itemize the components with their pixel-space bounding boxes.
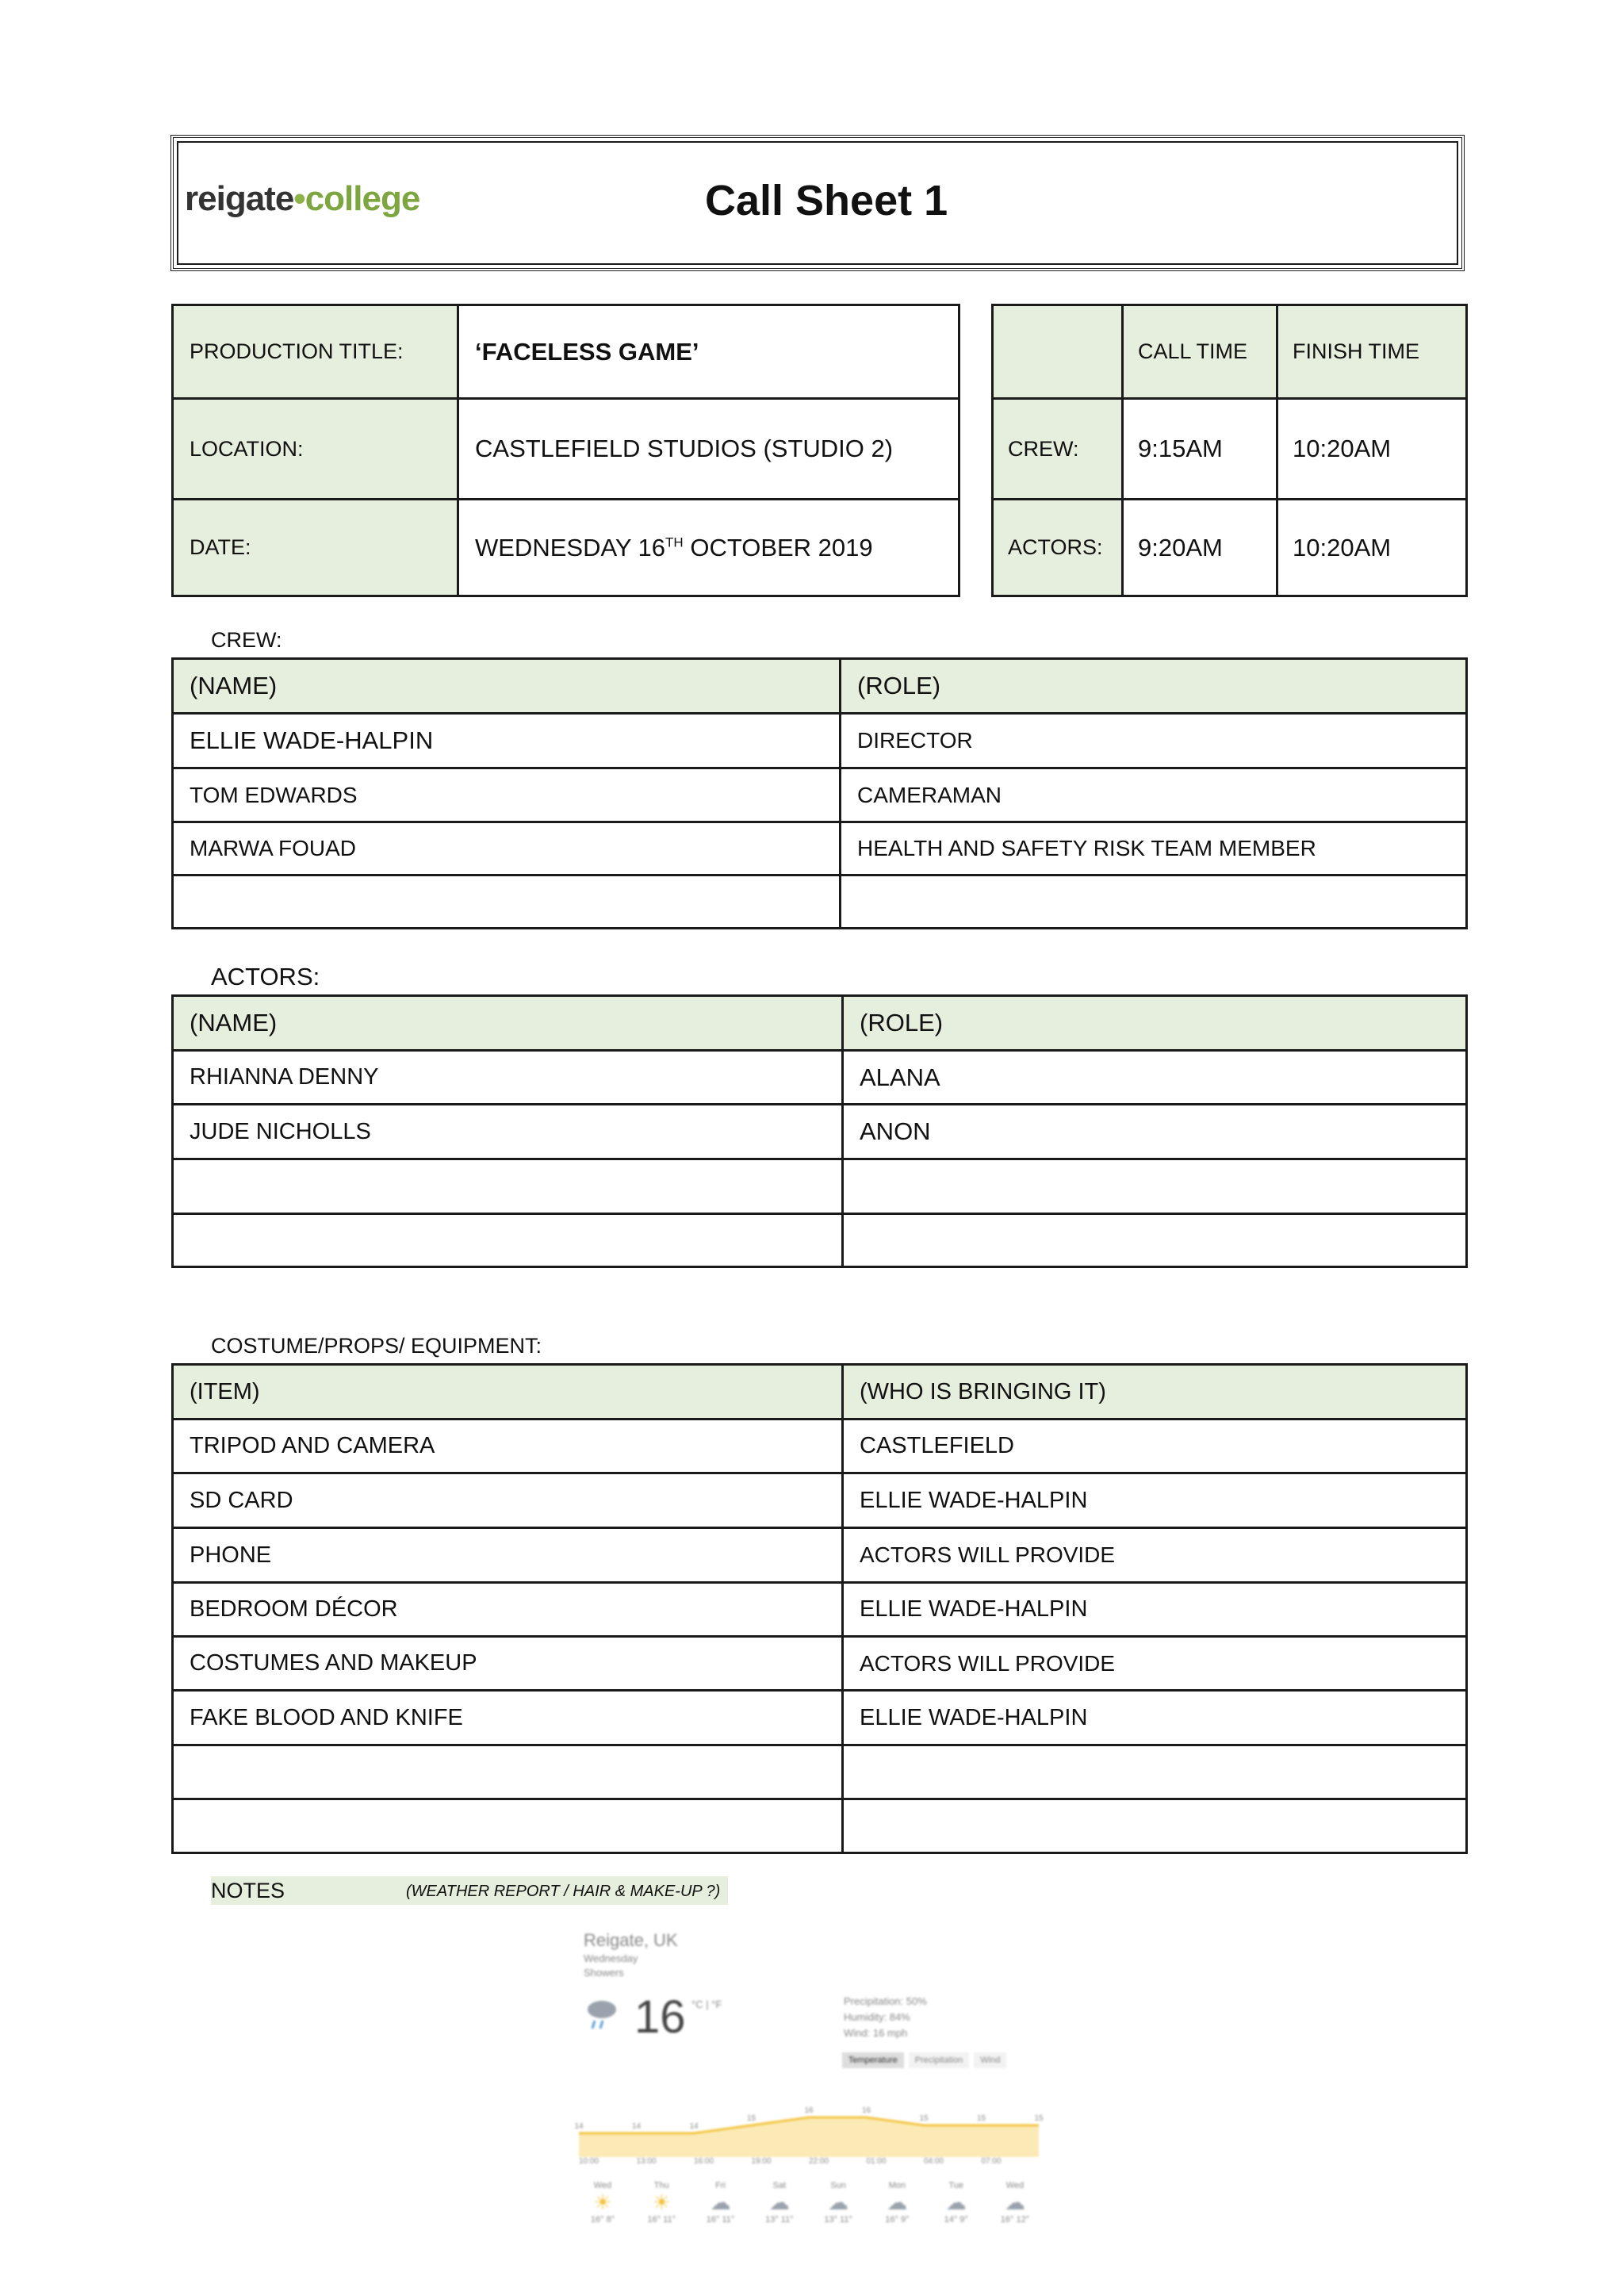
temperature-area: [579, 2117, 1039, 2157]
equipment-item-cell: TRIPOD AND CAMERA: [173, 1420, 843, 1473]
hour-label: 13:00: [636, 2157, 657, 2166]
day-temps: 13° 11°: [765, 2215, 794, 2224]
weather-tabs: [842, 2052, 1006, 2068]
rain-cloud-icon: ☁: [1004, 2190, 1025, 2214]
weather-tab-precipitation[interactable]: Precipitation: [909, 2052, 970, 2068]
weather-tab-wind[interactable]: Wind: [974, 2052, 1006, 2068]
hour-label: 01:00: [866, 2157, 887, 2166]
temperature-point-label: 15: [1034, 2114, 1044, 2123]
crew-role-cell: HEALTH AND SAFETY RISK TEAM MEMBER: [841, 822, 1467, 875]
hour-label: 19:00: [751, 2157, 772, 2166]
equipment-who-cell: ELLIE WADE-HALPIN: [843, 1691, 1467, 1745]
day-forecast: [579, 2181, 626, 2252]
call-times-table: [991, 304, 1468, 597]
crew-role-cell: DIRECTOR: [841, 714, 1467, 768]
day-label: Thu: [653, 2181, 669, 2190]
date-value: WEDNESDAY 16TH OCTOBER 2019: [458, 500, 959, 596]
day-temps: 16° 8°: [590, 2215, 615, 2224]
rain-cloud-icon: [584, 1995, 620, 2032]
day-label: Mon: [888, 2181, 906, 2190]
equipment-table: [171, 1363, 1468, 1854]
logo-dot-icon: •: [293, 179, 305, 218]
times-corner-cell: [993, 305, 1123, 399]
hour-label: 07:00: [981, 2157, 1002, 2166]
actors-name-header: (NAME): [173, 996, 843, 1051]
college-logo: [185, 179, 419, 219]
page-title: Call Sheet 1: [705, 177, 948, 224]
hour-label: 10:00: [579, 2157, 599, 2166]
weather-tab-temperature[interactable]: Temperature: [842, 2052, 904, 2068]
actors-call-time: 9:20AM: [1123, 500, 1277, 596]
temperature-point-label: 15: [746, 2114, 756, 2123]
actor-role-cell: ALANA: [843, 1051, 1467, 1105]
location-label: LOCATION:: [173, 399, 458, 500]
crew-role-cell: [841, 875, 1467, 929]
temperature-point-label: 16: [804, 2106, 814, 2115]
actor-name-cell: RHIANNA DENNY: [173, 1051, 843, 1105]
day-label: Fri: [715, 2181, 726, 2190]
crew-table: [171, 657, 1468, 929]
weather-widget: [555, 1911, 1063, 2260]
actor-role-cell: [843, 1214, 1467, 1267]
equipment-item-cell: COSTUMES AND MAKEUP: [173, 1637, 843, 1691]
header-box: [170, 135, 1465, 271]
hour-label: 04:00: [924, 2157, 944, 2166]
rain-cloud-icon: ☁: [768, 2190, 790, 2214]
actors-table: [171, 994, 1468, 1268]
actors-section-label: ACTORS:: [211, 963, 320, 990]
actors-role-header: (ROLE): [843, 996, 1467, 1051]
location-value: CASTLEFIELD STUDIOS (STUDIO 2): [458, 399, 959, 500]
actor-name-cell: [173, 1214, 843, 1267]
notes-label: NOTES: [211, 1879, 285, 1902]
daily-forecast: [579, 2181, 1039, 2252]
finish-time-label: FINISH TIME: [1277, 305, 1467, 399]
day-forecast: [814, 2181, 862, 2252]
day-temps: 16° 12°: [1000, 2215, 1030, 2224]
day-forecast: [697, 2181, 745, 2252]
temperature-point-label: 14: [689, 2122, 699, 2131]
weather-location: Reigate, UK: [584, 1930, 678, 1950]
actor-role-cell: [843, 1159, 1467, 1214]
equipment-who-cell: [843, 1745, 1467, 1799]
production-title-label: PRODUCTION TITLE:: [173, 305, 458, 399]
weather-day: Wednesday: [584, 1952, 638, 1964]
temperature-point-label: 15: [919, 2114, 929, 2123]
crew-role-cell: CAMERAMAN: [841, 768, 1467, 822]
weather-units: °C | °F: [691, 1998, 722, 2010]
weather-wind: Wind: 16 mph: [844, 2027, 908, 2039]
day-label: Tue: [948, 2181, 963, 2190]
crew-name-cell: TOM EDWARDS: [173, 768, 841, 822]
equipment-who-cell: ELLIE WADE-HALPIN: [843, 1583, 1467, 1637]
crew-section-label: CREW:: [211, 628, 282, 652]
weather-humidity: Humidity: 84%: [844, 2011, 910, 2023]
day-temps: 13° 11°: [824, 2215, 852, 2224]
hour-label: 22:00: [809, 2157, 829, 2166]
rain-cloud-icon: ☁: [710, 2190, 731, 2214]
equipment-item-header: (ITEM): [173, 1365, 843, 1420]
equipment-item-cell: PHONE: [173, 1528, 843, 1583]
actor-name-cell: [173, 1159, 843, 1214]
actor-role-cell: ANON: [843, 1105, 1467, 1159]
sun-cloud-icon: ☀: [652, 2190, 671, 2214]
actor-name-cell: JUDE NICHOLLS: [173, 1105, 843, 1159]
production-info-table: [171, 304, 960, 597]
day-forecast: [933, 2181, 980, 2252]
crew-role-header: (ROLE): [841, 659, 1467, 714]
crew-times-label: CREW:: [993, 399, 1123, 500]
production-title-value: ‘FACELESS GAME’: [458, 305, 959, 399]
weather-temperature: 16: [634, 1991, 686, 2043]
crew-name-cell: MARWA FOUAD: [173, 822, 841, 875]
equipment-who-header: (WHO IS BRINGING IT): [843, 1365, 1467, 1420]
weather-precipitation: Precipitation: 50%: [844, 1995, 927, 2007]
logo-text-right: college: [304, 179, 420, 218]
day-forecast: [991, 2181, 1039, 2252]
day-temps: 16° 11°: [647, 2215, 676, 2224]
equipment-item-cell: [173, 1799, 843, 1853]
equipment-item-cell: SD CARD: [173, 1473, 843, 1528]
weather-condition: Showers: [584, 1967, 624, 1979]
call-time-label: CALL TIME: [1123, 305, 1277, 399]
crew-call-time: 9:15AM: [1123, 399, 1277, 500]
notes-hint: (WEATHER REPORT / HAIR & MAKE-UP ?): [406, 1883, 721, 1900]
crew-finish-time: 10:20AM: [1277, 399, 1467, 500]
day-label: Sun: [830, 2181, 846, 2190]
temperature-point-label: 14: [574, 2122, 584, 2131]
day-label: Wed: [593, 2181, 612, 2190]
equipment-who-cell: ELLIE WADE-HALPIN: [843, 1473, 1467, 1528]
crew-name-cell: [173, 875, 841, 929]
equipment-who-cell: ACTORS WILL PROVIDE: [843, 1528, 1467, 1583]
day-temps: 14° 9°: [944, 2215, 968, 2224]
logo-text-left: reigate: [185, 179, 294, 218]
equipment-who-cell: CASTLEFIELD: [843, 1420, 1467, 1473]
day-forecast: [873, 2181, 921, 2252]
rain-cloud-icon: ☁: [828, 2190, 849, 2214]
actors-times-label: ACTORS:: [993, 500, 1123, 596]
temperature-chart: [574, 2086, 1044, 2157]
day-label: Sat: [772, 2181, 787, 2190]
crew-name-header: (NAME): [173, 659, 841, 714]
equipment-item-cell: [173, 1745, 843, 1799]
notes-bar: [211, 1876, 728, 1905]
equipment-who-cell: [843, 1799, 1467, 1853]
day-forecast: [756, 2181, 803, 2252]
day-forecast: [638, 2181, 685, 2252]
rain-cloud-icon: ☁: [887, 2190, 908, 2214]
equipment-item-cell: BEDROOM DÉCOR: [173, 1583, 843, 1637]
crew-name-cell: ELLIE WADE-HALPIN: [173, 714, 841, 768]
day-label: Wed: [1005, 2181, 1025, 2190]
temperature-point-label: 16: [861, 2106, 871, 2115]
temperature-point-label: 14: [631, 2122, 642, 2131]
day-temps: 16° 9°: [885, 2215, 910, 2224]
equipment-item-cell: FAKE BLOOD AND KNIFE: [173, 1691, 843, 1745]
sun-cloud-icon: ☀: [593, 2190, 612, 2214]
equipment-who-cell: ACTORS WILL PROVIDE: [843, 1637, 1467, 1691]
date-label: DATE:: [173, 500, 458, 596]
hour-label: 16:00: [694, 2157, 714, 2166]
hour-labels: [579, 2157, 1039, 2173]
actors-finish-time: 10:20AM: [1277, 500, 1467, 596]
equipment-section-label: COSTUME/PROPS/ EQUIPMENT:: [211, 1334, 542, 1358]
rain-cloud-icon: ☁: [945, 2190, 967, 2214]
day-temps: 16° 11°: [706, 2215, 735, 2224]
temperature-point-label: 15: [976, 2114, 986, 2123]
